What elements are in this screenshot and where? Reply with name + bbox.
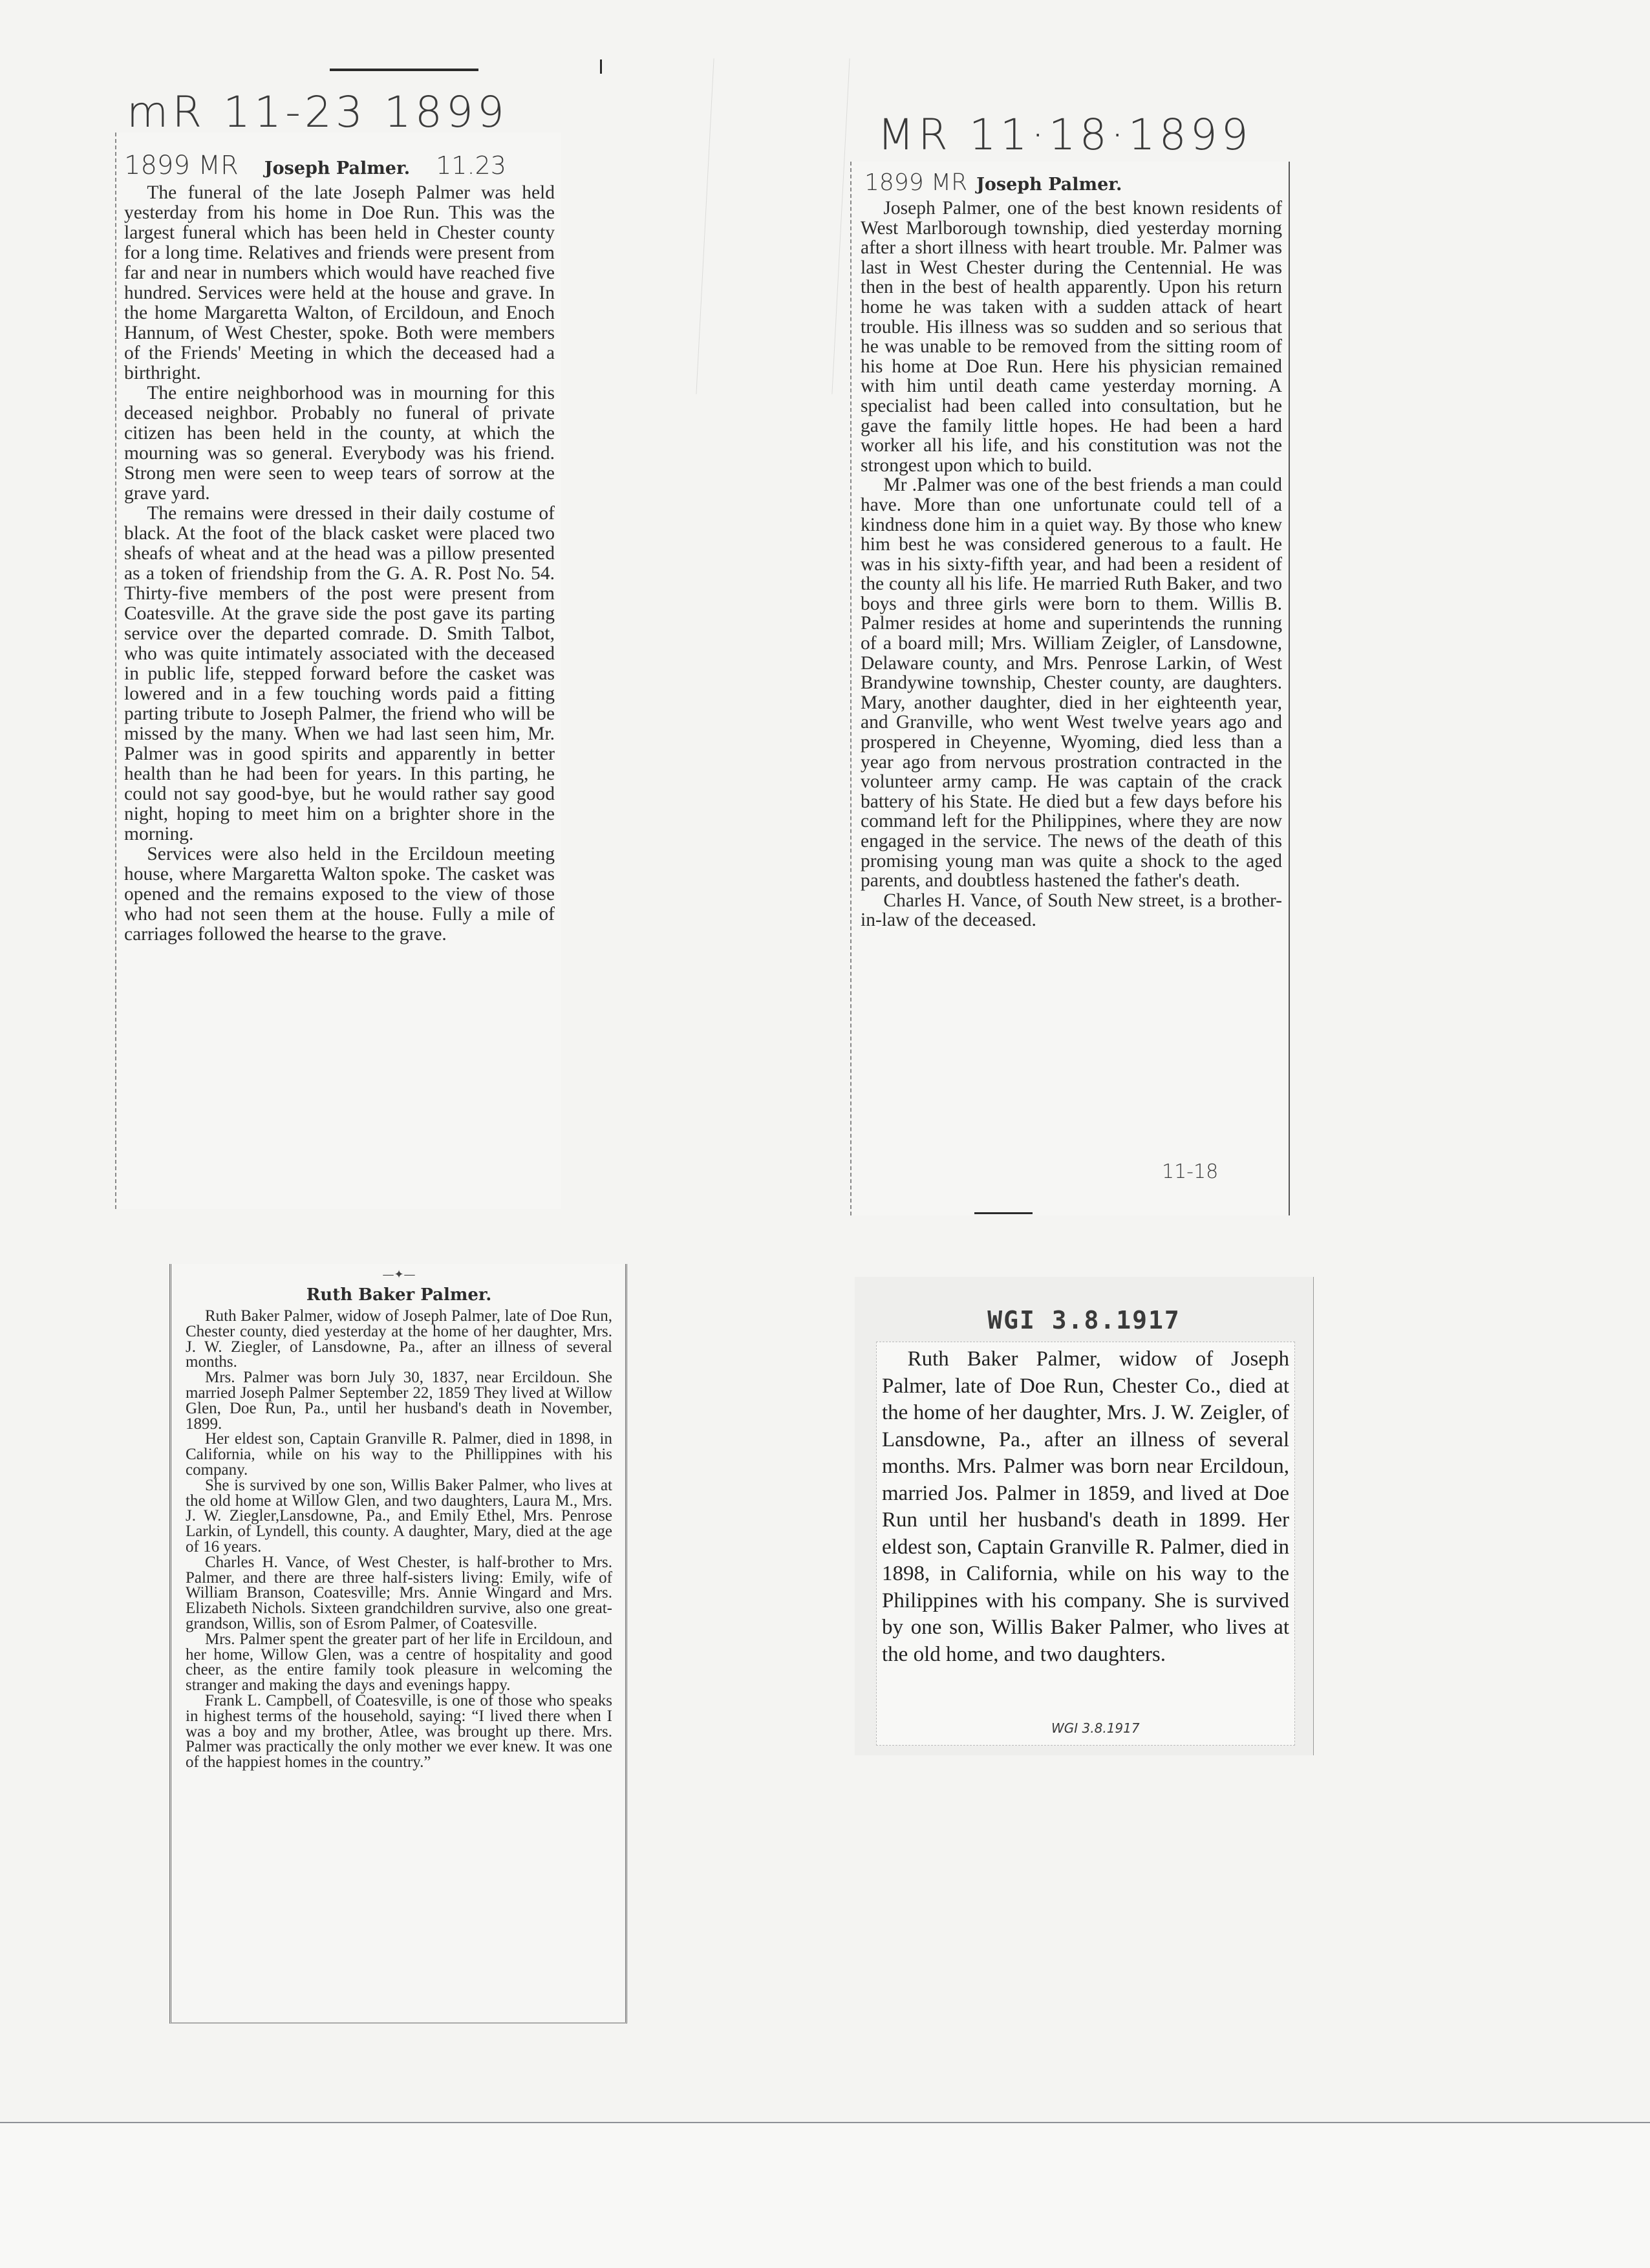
handwritten-prefix: 1899 MR: [864, 169, 968, 196]
headline: Joseph Palmer.: [976, 175, 1122, 195]
paragraph: She is survived by one son, Willis Baker Palmer, who lives at the old home at Willow Glen, and two daughters, Laura M., Mrs. J. W. Ziegler,Lansdowne, Pa., and Emily Ethel, Mrs. Penrose Larkin, of Lyndell, this county. A daughter, Mary, died at the age of 16 years.: [186, 1476, 612, 1556]
handwritten-prefix: 1899 MR: [124, 151, 239, 180]
paragraph: The funeral of the late Joseph Palmer was held yesterday from his home in Doe Run. This was the largest funeral which has been held in Chester county for a long time. Relatives and friends were present from far and near in numbers which would have reached five hundred. Services were held at the house and grave. In the home Margaretta Walton, of Ercildoun, and Enoch Hannum, of West Chester, spoke. Both were members of the Friends' Meeting in which the deceased had a birthright.: [124, 182, 555, 383]
paragraph: Services were also held in the Ercildoun meeting house, where Margaretta Walton spoke. The casket was opened and the remains exposed to the view of those who had not seen them at the house. Fully a mile of carriages followed the hearse to the grave.: [124, 844, 555, 945]
article-body: [861, 198, 1282, 930]
paragraph: Mrs. Palmer was born July 30, 1837, near Ercildoun. She married Joseph Palmer September 22, 1859 They lived at Willow Glen, Doe Run, Pa., until her husband's death in November, 1899.: [186, 1369, 612, 1433]
paragraph: Ruth Baker Palmer, widow of Joseph Palmer, late of Doe Run, Chester county, died yesterday at the home of her daughter, Mrs. J. W. Ziegler, of Lansdowne, Pa., after an illness of several months.: [186, 1307, 612, 1371]
fold-line: [831, 58, 850, 394]
handwritten-suffix: 11.23: [436, 151, 506, 180]
article-body: [186, 1309, 612, 1770]
typed-date-stamp: WGI 3.8.1917: [987, 1306, 1181, 1334]
handwritten-note: WGI 3.8.1917: [1051, 1720, 1140, 1736]
handwritten-date: mR 11-23 1899: [127, 87, 508, 137]
handwritten-date: MR 11·18·1899: [877, 110, 1252, 160]
paragraph: Mr .Palmer was one of the best friends a man could have. More than one unfortunate could tell of a kindness done him in a quiet way. By those who knew him best he was considered generous to a fault. He was in his sixty-fifth year, and had been a resident of the county all his life. He married Ruth Baker, and two boys and three girls were born to them. Willis B. Palmer resides at home and superintends the running of a board mill; Mrs. William Zeigler, of Lansdowne, Delaware county, and Mrs. Penrose Larkin, of West Brandywine township, Chester county, are daughters. Mary, another daughter, died in her eighteenth year, and Granville, who went West twelve years ago and prospered in Cheyenne, Wyoming, died less than a year ago from nervous prostration contracted in the volunteer army camp. He was captain of the crack battery of his State. He died but a few days before his command left for the Philippines, where they are now engaged in the service. The news of the death of this promising young man was quite a shock to the aged parents, and doubtless hastened the father's death.: [861, 475, 1282, 892]
headline-row: [124, 151, 555, 180]
handwritten-note: 11-18: [1162, 1161, 1219, 1183]
clipping-ruth-baker-palmer-obituary: [169, 1264, 627, 2024]
clipping-joseph-palmer-funeral: [115, 87, 561, 1209]
paragraph: Charles H. Vance, of South New street, is a brother-in-law of the deceased.: [861, 890, 1282, 931]
headline-row: [864, 169, 1282, 196]
paragraph: Mrs. Palmer spent the greater part of her life in Ercildoun, and her home, Willow Glen, was a centre of hospitality and good cheer, as the entire family took pleasure in welcoming the stranger and making the days and evenings happy.: [186, 1630, 612, 1695]
article-inset: [876, 1342, 1295, 1746]
paragraph: Her eldest son, Captain Granville R. Palmer, died in 1898, in California, while on his way to the Phillippines with his company.: [186, 1430, 612, 1479]
paragraph: Charles H. Vance, of West Chester, is half-brother to Mrs. Palmer, and there are three half-sisters living: Emily, wife of William Branson, Coatesville; Mrs. Annie Wingard and Mrs. Elizabeth Nichols. Sixteen grandchildren survive, also one great-grandson, Willis, son of Esrom Palmer, of Coatesville.: [186, 1553, 612, 1632]
clipping-ruth-baker-palmer-wgi: [855, 1277, 1314, 1755]
article-body: [882, 1346, 1289, 1668]
ornament-divider: —✦—: [382, 1268, 416, 1281]
paragraph: The entire neighborhood was in mourning for this deceased neighbor. Probably no funeral of private citizen has been held in the county, at which the mourning was so general. Everybody was his friend. Strong men were seen to weep tears of sorrow at the grave yard.: [124, 383, 555, 504]
top-tick-mark: [600, 59, 602, 74]
paragraph: Joseph Palmer, one of the best known residents of West Marlborough township, died yesterday morning after a short illness with heart trouble. Mr. Palmer was last in West Chester during the Centennial. He was then in the best of health apparently. Upon his return home he was taken with a sudden attack of heart trouble. His illness was so sudden and so serious that he was unable to be removed from the sitting room of his home at Doe Run. Here his physician remained with him until death came yesterday morning. A specialist had been called into consultation, but he gave the family little hopes. He had been a hard worker all his life, and his constitution was not the strongest upon which to build.: [861, 198, 1282, 476]
paragraph: Ruth Baker Palmer, widow of Joseph Palmer, late of Doe Run, Chester Co., died at the home of her daughter, Mrs. J. W. Zeigler, of Lansdowne, Pa., after an illness of several months. Mrs. Palmer was born near Ercildoun, married Jos. Palmer in 1859, and lived at Doe Run until her husband's death in 1899. Her eldest son, Captain Granville R. Palmer, died in 1898, in California, while on his way to the Philippines with his company. She is survived by one son, Willis Baker Palmer, who lives at the old home, and two daughters.: [882, 1347, 1289, 1666]
headline: Joseph Palmer.: [264, 158, 411, 178]
top-rule-mark: [330, 69, 478, 71]
clipping-joseph-palmer-death: [850, 110, 1290, 1215]
paragraph: Frank L. Campbell, of Coatesville, is one of those who speaks in highest terms of the household, saying: “I lived there when I was a boy and my brother, Atlee, was brought up there. Mrs. Palmer was practically the only mother we ever knew. It was one of the happiest homes in the country.”: [186, 1691, 612, 1771]
headline: Ruth Baker Palmer.: [306, 1285, 492, 1305]
fold-line: [696, 58, 714, 394]
paragraph: The remains were dressed in their daily costume of black. At the foot of the black casket were placed two sheafs of wheat and at the head was a pillow presented as a token of friendship from the G. A. R. Post No. 54. Thirty-five members of the post were present from Coatesville. At the grave side the post gave its parting service over the departed comrade. D. Smith Talbot, who was quite intimately associated with the deceased in public life, stepped forward before the casket was lowered and in a few touching words paid a fitting parting tribute to Joseph Palmer, the friend who will be missed by the many. When we had last seen him, Mr. Palmer was in good spirits and apparently in better health than he had been for years. In this parting, he could not say good-bye, but he would rather say good night, hoping to meet him on a brighter shore in the morning.: [124, 503, 555, 844]
bottom-rule: [974, 1212, 1033, 1214]
article-body: [124, 183, 555, 945]
